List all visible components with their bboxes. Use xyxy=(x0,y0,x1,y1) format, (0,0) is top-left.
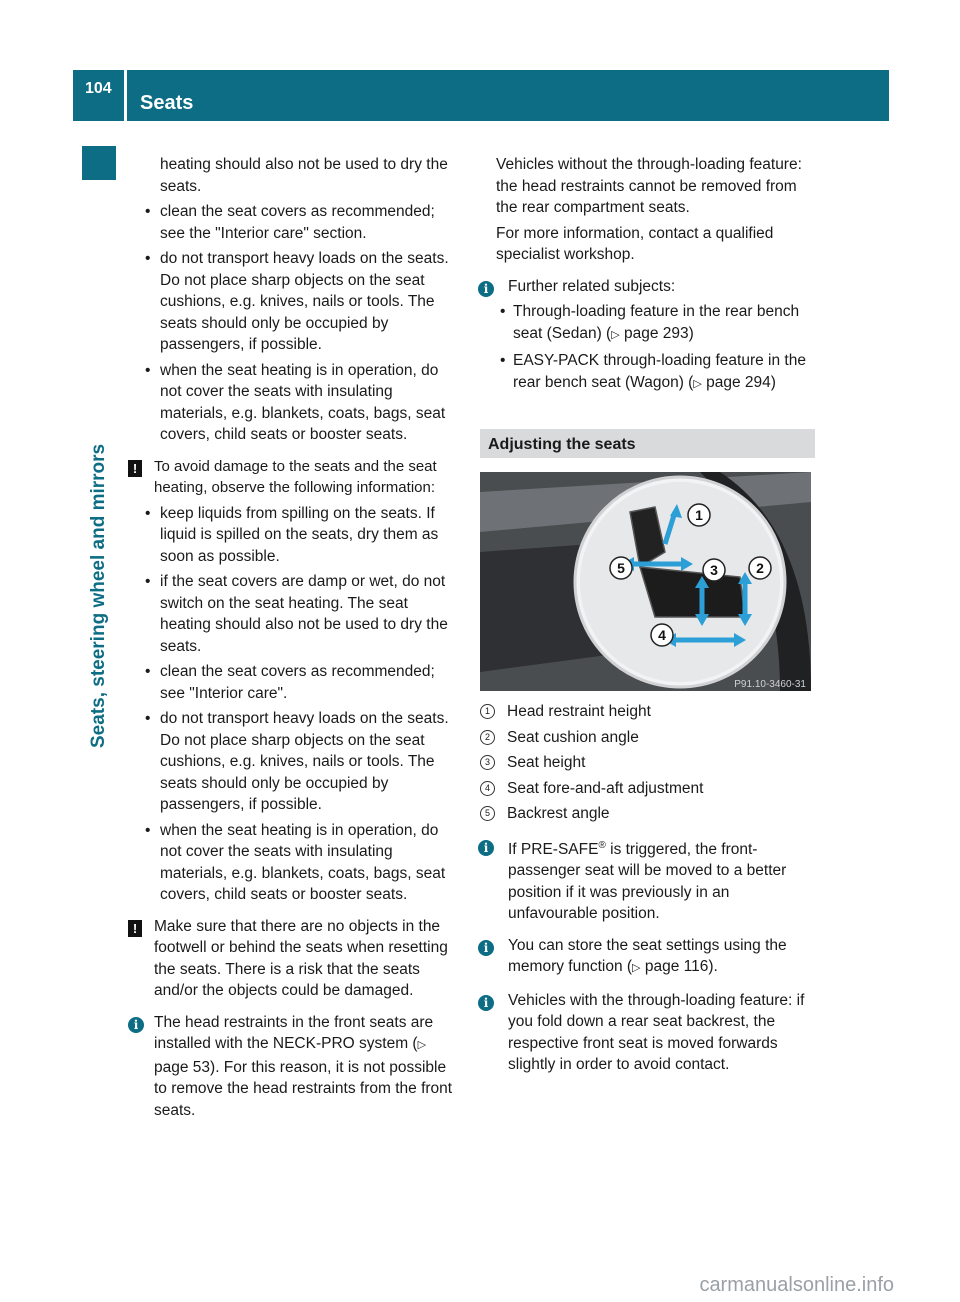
info-icon: i xyxy=(478,937,494,959)
page-title: Seats xyxy=(140,92,194,114)
callout-3: 3 xyxy=(710,562,718,578)
list-item: • clean the seat covers as recommended; see "Interior care". xyxy=(145,663,435,702)
list-item: • do not transport heavy loads on the seats. Do not place sharp objects on the seat cushions, e.g. knives, nails or tools. The seats should only be occupied by passengers, if possible. xyxy=(145,250,449,353)
page-ref-arrow-icon: ▷ xyxy=(611,328,620,341)
callout-2: 2 xyxy=(756,560,764,576)
list-item: • clean the seat covers as recommended; see the "Interior care" section. xyxy=(145,203,435,242)
page-reference-link[interactable]: page 53 xyxy=(154,1058,211,1076)
list-item: • if the seat covers are damp or wet, do not switch on the seat heating. The seat heating should also not be used to dry the seats. xyxy=(145,573,448,655)
list-item: • when the seat heating is in operation, do not cover the seats with insulating materials, e.g. blankets, coats, bags, seat covers, child seats or booster seats. xyxy=(145,821,446,903)
info-icon: i xyxy=(478,992,494,1014)
callout-1: 1 xyxy=(695,507,703,523)
seat-adjustment-figure xyxy=(480,472,811,691)
legend-item: 5 Backrest angle xyxy=(480,803,815,825)
chapter-tab-label: Seats, steering wheel and mirrors xyxy=(88,443,109,748)
chapter-tab-marker xyxy=(82,146,116,180)
page-ref-arrow-icon: ▷ xyxy=(632,962,641,975)
section-heading: Adjusting the seats xyxy=(480,429,815,458)
info-icon: i xyxy=(128,1014,144,1036)
info-note: i Further related subjects: xyxy=(480,276,815,298)
list-item: • EASY-PACK through-loading feature in the rear bench seat (Wagon) (▷ page 294) xyxy=(500,352,806,391)
page-reference-link[interactable]: page 116 xyxy=(644,958,709,976)
seat-controls-illustration xyxy=(480,472,811,691)
figure-legend xyxy=(480,701,815,825)
watermark: carmanualsonline.info xyxy=(699,1274,894,1296)
paragraph: Vehicles without the through-loading feature: the head restraints cannot be removed from the rear compartment seats. xyxy=(496,156,802,216)
exclamation-icon: ! xyxy=(128,458,142,480)
page-reference-link[interactable]: page 294 xyxy=(706,373,771,391)
exclamation-icon: ! xyxy=(128,918,142,940)
info-note: i You can store the seat settings using the memory function (▷ page 116). xyxy=(480,935,815,980)
warning-note: ! To avoid damage to the seats and the seat heating, observe the following information: xyxy=(130,456,462,499)
legend-item: 3 Seat height xyxy=(480,752,815,774)
callout-5: 5 xyxy=(617,560,625,576)
figure-code: P91.10-3460-31 xyxy=(734,679,806,690)
page-header xyxy=(73,70,889,121)
info-note: i If PRE-SAFE® is triggered, the front-passenger seat will be moved to a better position if it was previously in an unfavourable position. xyxy=(480,835,815,925)
page-reference-link[interactable]: page 293 xyxy=(624,324,689,342)
info-icon: i xyxy=(478,278,494,300)
legend-item: 2 Seat cushion angle xyxy=(480,727,815,749)
list-item: • Through-loading feature in the rear bench seat (Sedan) (▷ page 293) xyxy=(500,303,800,342)
page-ref-arrow-icon: ▷ xyxy=(417,1039,427,1051)
page-number: 104 xyxy=(85,80,112,97)
list-item: • do not transport heavy loads on the seats. Do not place sharp objects on the seat cushions, e.g. knives, nails or tools. The seats should only be occupied by passengers, if possible. xyxy=(145,710,449,813)
callout-4: 4 xyxy=(658,627,666,643)
list-item: • keep liquids from spilling on the seats. If liquid is spilled on the seats, dry them as soon as possible. xyxy=(145,504,439,565)
warning-note: ! Make sure that there are no objects in the footwell or behind the seats when resetting the seats. There is a risk that the seats and/or the objects could be damaged. xyxy=(130,916,462,1002)
header-divider xyxy=(124,70,127,121)
paragraph: For more information, contact a qualified specialist workshop. xyxy=(496,224,774,263)
left-column xyxy=(130,154,462,1121)
page-ref-arrow-icon: ▷ xyxy=(693,377,702,390)
legend-item: 4 Seat fore-and-aft adjustment xyxy=(480,778,815,800)
legend-item: 1 Head restraint height xyxy=(480,701,815,723)
info-icon: i xyxy=(478,837,494,859)
info-note: i Vehicles with the through-loading feature: if you fold down a rear seat backrest, the respective front seat is moved forwards slightly in order to avoid contact. xyxy=(480,990,815,1076)
right-column xyxy=(480,154,815,1076)
continued-text: heating should also not be used to dry the seats. xyxy=(160,156,448,195)
list-item: • when the seat heating is in operation, do not cover the seats with insulating materials, e.g. blankets, coats, bags, seat covers, child seats or booster seats. xyxy=(145,361,446,443)
info-note: i The head restraints in the front seats are installed with the NECK-PRO system (▷ page 53). For this reason, it is not possible to remove the head restraints from the front seats. xyxy=(130,1012,462,1122)
